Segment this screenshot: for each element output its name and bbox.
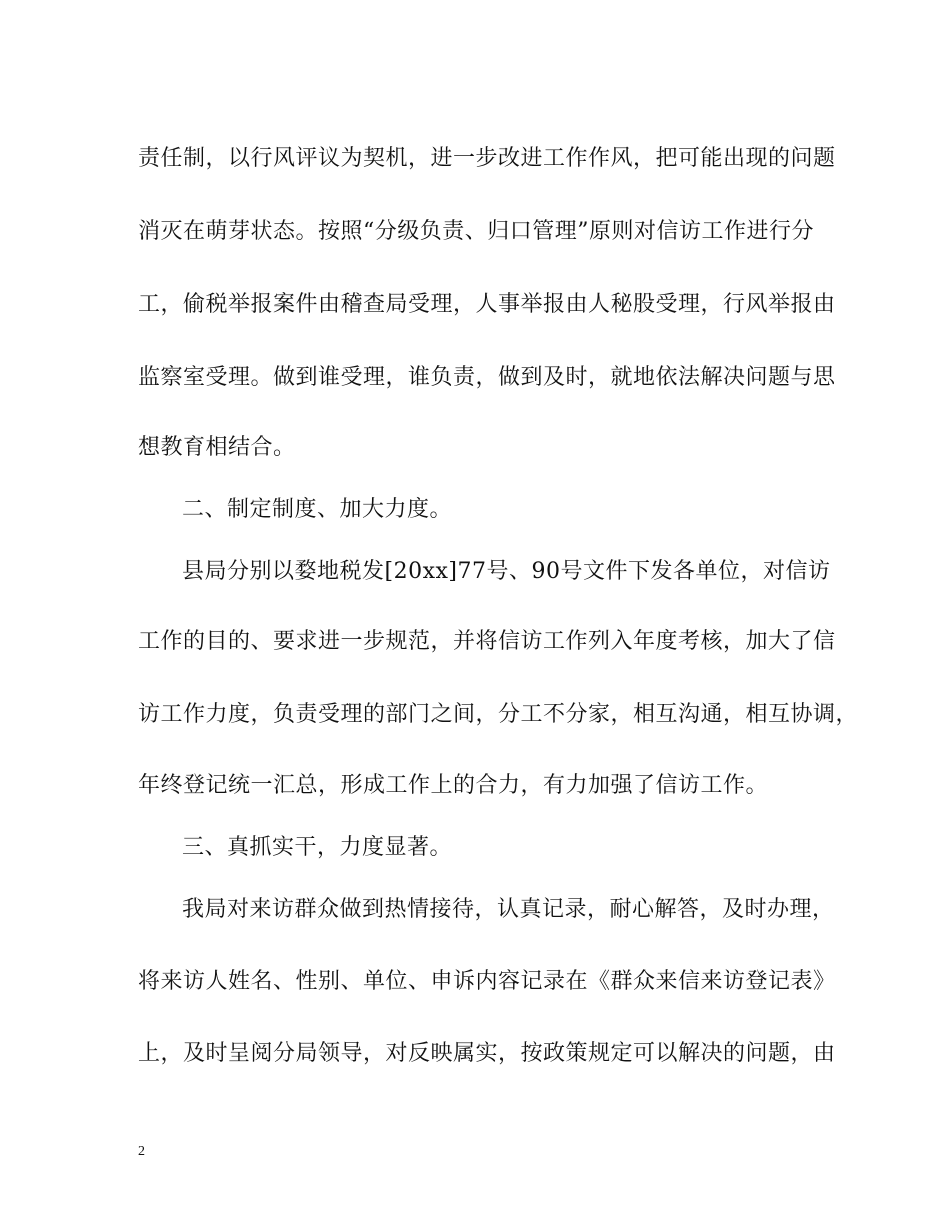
body-line: 想教育相结合。 bbox=[138, 435, 296, 460]
body-line: 工，偷税举报案件由稽查局受理，人事举报由人秘股受理，行风举报由 bbox=[138, 292, 836, 317]
page-number: 2 bbox=[138, 1144, 145, 1159]
body-line: 县局分别以婺地税发[20xx]77号、90号文件下发各单位，对信访 bbox=[182, 559, 831, 584]
body-line: 年终登记统一汇总，形成工作上的合力，有力加强了信访工作。 bbox=[138, 773, 769, 798]
body-line: 访工作力度，负责受理的部门之间，分工不分家，相互沟通，相互协调， bbox=[138, 702, 859, 727]
body-line: 消灭在萌芽状态。按照“分级负责、归口管理”原则对信访工作进行分 bbox=[138, 219, 814, 244]
body-line: 我局对来访群众做到热情接待，认真记录，耐心解答，及时办理， bbox=[182, 897, 835, 922]
section-heading: 二、制定制度、加大力度。 bbox=[182, 497, 453, 522]
body-line: 将来访人姓名、性别、单位、申诉内容记录在《群众来信来访登记表》 bbox=[138, 969, 836, 994]
body-line: 上，及时呈阅分局领导，对反映属实，按政策规定可以解决的问题，由 bbox=[138, 1041, 836, 1066]
body-line: 监察室受理。做到谁受理，谁负责，做到及时，就地依法解决问题与思 bbox=[138, 365, 836, 390]
body-line: 责任制，以行风评议为契机，进一步改进工作作风，把可能出现的问题 bbox=[138, 146, 836, 171]
body-line: 工作的目的、要求进一步规范，并将信访工作列入年度考核，加大了信 bbox=[138, 629, 836, 654]
section-heading: 三、真抓实干，力度显著。 bbox=[182, 835, 453, 860]
